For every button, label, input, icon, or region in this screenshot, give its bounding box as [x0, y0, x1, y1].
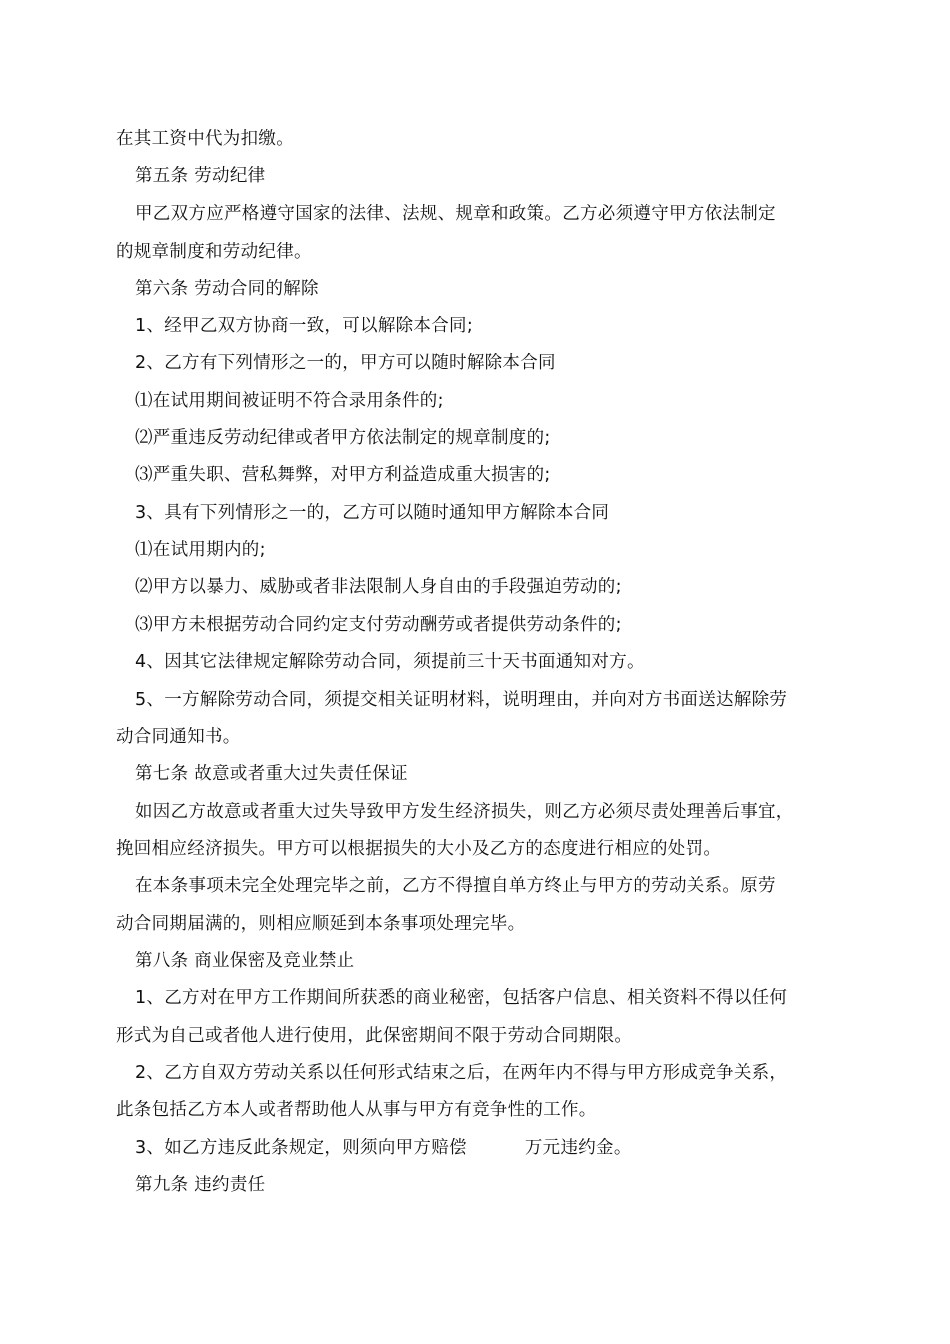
- text-line: 挽回相应经济损失。甲方可以根据损失的大小及乙方的态度进行相应的处罚。: [116, 839, 722, 859]
- article-heading: 第五条 劳动纪律: [135, 166, 266, 186]
- list-item: 3、具有下列情形之一的，乙方可以随时通知甲方解除本合同: [135, 503, 610, 523]
- text-line: 在本条事项未完全处理完毕之前，乙方不得擅自单方终止与甲方的劳动关系。原劳: [135, 876, 776, 896]
- list-item: 2、乙方有下列情形之一的，甲方可以随时解除本合同: [135, 353, 556, 373]
- text-line: 甲乙双方应严格遵守国家的法律、法规、规章和政策。乙方必须遵守甲方依法制定: [135, 204, 776, 224]
- list-item: 2、乙方自双方劳动关系以任何形式结束之后，在两年内不得与甲方形成竞争关系，: [135, 1063, 788, 1083]
- list-item: 5、一方解除劳动合同，须提交相关证明材料，说明理由，并向对方书面送达解除劳: [135, 690, 788, 710]
- text-line: 形式为自己或者他人进行使用，此保密期间不限于劳动合同期限。: [116, 1026, 633, 1046]
- article-heading: 第七条 故意或者重大过失责任保证: [135, 764, 408, 784]
- list-subitem: ⑴在试用期内的;: [135, 540, 266, 560]
- list-item: [135, 1136, 865, 1160]
- list-item: 1、经甲乙双方协商一致，可以解除本合同;: [135, 316, 474, 336]
- article-heading: 第九条 违约责任: [135, 1175, 266, 1195]
- text-line: 动合同通知书。: [116, 727, 241, 747]
- list-subitem: ⑶严重失职、营私舞弊，对甲方利益造成重大损害的;: [135, 465, 551, 485]
- list-item: 1、乙方对在甲方工作期间所获悉的商业秘密，包括客户信息、相关资料不得以任何: [135, 988, 788, 1008]
- text-line: 此条包括乙方本人或者帮助他人从事与甲方有竞争性的工作。: [116, 1100, 597, 1120]
- text-line: 动合同期届满的，则相应顺延到本条事项处理完毕。: [116, 914, 526, 934]
- article-heading: 第八条 商业保密及竞业禁止: [135, 951, 355, 971]
- text-line: 如因乙方故意或者重大过失导致甲方发生经济损失，则乙方必须尽责处理善后事宜，: [135, 802, 794, 822]
- list-subitem: ⑶甲方未根据劳动合同约定支付劳动酬劳或者提供劳动条件的;: [135, 615, 622, 635]
- article-heading: 第六条 劳动合同的解除: [135, 279, 319, 299]
- list-item: 4、因其它法律规定解除劳动合同，须提前三十天书面通知对方。: [135, 652, 645, 672]
- penalty-clause-text: 3、如乙方违反此条规定，则须向甲方赔偿: [135, 1138, 467, 1158]
- penalty-unit-text: 万元违约金。: [524, 1138, 632, 1158]
- text-line: 的规章制度和劳动纪律。: [116, 242, 312, 262]
- list-subitem: ⑵甲方以暴力、威胁或者非法限制人身自由的手段强迫劳动的;: [135, 577, 622, 597]
- list-subitem: ⑵严重违反劳动纪律或者甲方依法制定的规章制度的;: [135, 428, 551, 448]
- text-line: 在其工资中代为扣缴。: [116, 129, 294, 149]
- list-subitem: ⑴在试用期间被证明不符合录用条件的;: [135, 391, 444, 411]
